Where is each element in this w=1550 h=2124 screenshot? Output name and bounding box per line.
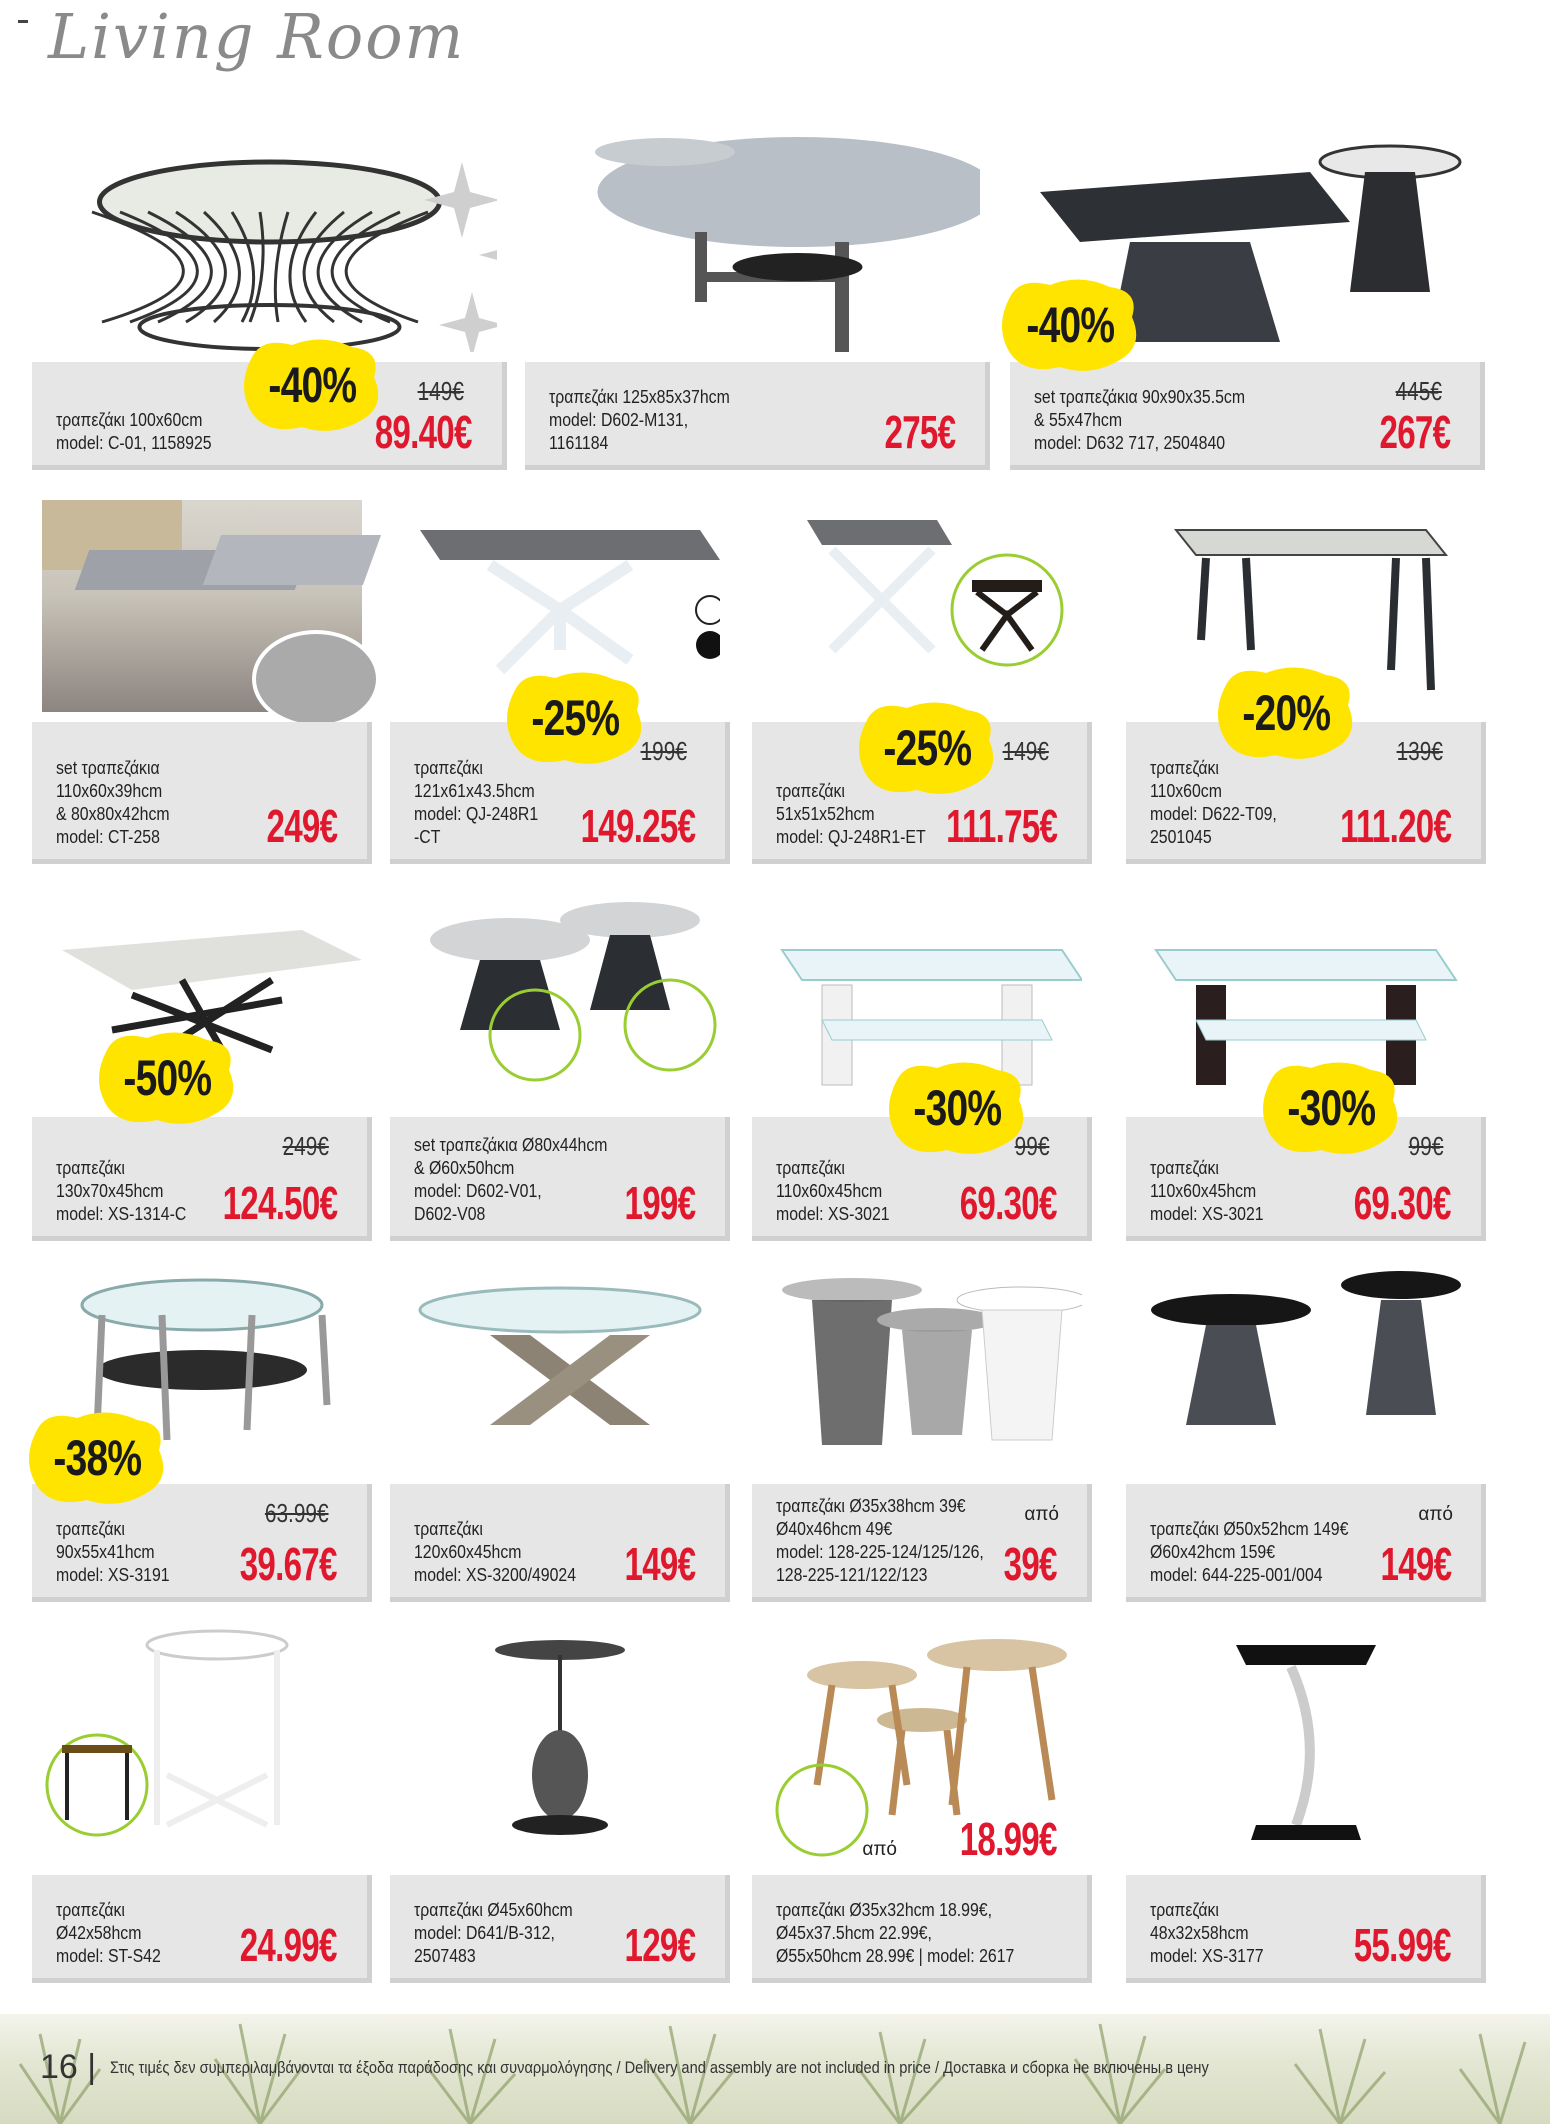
description-line: 2507483 xyxy=(414,1946,476,1966)
discount-badge xyxy=(1216,665,1356,761)
product-card[interactable] xyxy=(390,900,730,1241)
pedestal-side-table-icon xyxy=(390,1625,730,1865)
product-card[interactable] xyxy=(1126,500,1486,864)
description-line: model: QJ-248R1-ET xyxy=(776,827,926,847)
glass-x-base-table-icon xyxy=(390,1265,730,1474)
description-line: 1161184 xyxy=(549,433,609,453)
product-description xyxy=(1150,1899,1331,1968)
product-card[interactable] xyxy=(752,900,1092,1241)
description-line: model: D632 717, 2504840 xyxy=(1034,433,1226,453)
product-info-panel xyxy=(32,722,372,864)
cross-leg-side-table-icon xyxy=(752,500,1092,712)
description-line: τραπεζάκι xyxy=(1150,1158,1219,1178)
price: 39€ xyxy=(1003,1538,1057,1590)
product-card[interactable] xyxy=(752,1625,1092,1983)
description-line: τραπεζάκι Ø35x38hcm 39€ xyxy=(776,1496,966,1516)
description-line: D602-V08 xyxy=(414,1204,486,1224)
discount-label: -40% xyxy=(1026,297,1114,353)
product-card[interactable] xyxy=(32,132,507,470)
description-line: model: XS-3021 xyxy=(1150,1204,1264,1224)
description-line: model: D622-T09, xyxy=(1150,804,1277,824)
product-info-panel xyxy=(1010,362,1485,470)
discount-badge xyxy=(505,670,645,766)
description-line: model: 644-225-001/004 xyxy=(1150,1565,1323,1585)
description-line: model: D602-M131, xyxy=(549,410,689,430)
product-info-panel xyxy=(752,1484,1092,1602)
price: 249€ xyxy=(266,800,337,852)
price: 275€ xyxy=(884,406,955,458)
product-card[interactable] xyxy=(390,1625,730,1983)
discount-label: -30% xyxy=(913,1080,1001,1136)
old-price: 63.99€ xyxy=(265,1498,329,1528)
price: 199€ xyxy=(624,1177,695,1229)
product-card[interactable] xyxy=(1126,900,1486,1241)
description-line: τραπεζάκι xyxy=(1150,758,1219,778)
product-info-panel xyxy=(32,1875,372,1983)
price: 69.30€ xyxy=(960,1177,1057,1229)
page-title: Living Room xyxy=(48,0,466,73)
description-line: τραπεζάκι Ø45x60hcm xyxy=(414,1900,573,1920)
product-card[interactable] xyxy=(390,500,730,864)
description-line: & 80x80x42hcm xyxy=(56,804,170,824)
white-tray-side-table-icon xyxy=(32,1625,372,1865)
description-line: Ø60x42hcm 159€ xyxy=(1150,1542,1276,1562)
product-description xyxy=(56,1518,227,1587)
price: 55.99€ xyxy=(1354,1919,1451,1971)
glass-curved-side-table-icon xyxy=(1126,1625,1486,1865)
description-line: 51x51x52hcm xyxy=(776,804,875,824)
price: 149€ xyxy=(1380,1538,1451,1590)
product-info-panel xyxy=(32,1117,372,1241)
discount-badge xyxy=(97,1030,237,1126)
page-number: 16 | xyxy=(40,2048,97,2086)
discount-label: -40% xyxy=(268,357,356,413)
product-description xyxy=(1150,757,1331,849)
description-line: 110x60cm xyxy=(1150,781,1222,801)
description-line: model: XS-3177 xyxy=(1150,1946,1264,1966)
description-line: τραπεζάκι xyxy=(414,1519,483,1539)
product-card[interactable] xyxy=(32,1625,372,1983)
wire-coffee-table-icon xyxy=(32,132,507,352)
product-card[interactable] xyxy=(32,900,372,1241)
product-description xyxy=(1150,1518,1349,1587)
description-line: model: ST-S42 xyxy=(56,1946,161,1966)
product-card[interactable] xyxy=(32,1265,372,1602)
product-info-panel xyxy=(752,1813,1092,1983)
description-line: 120x60x45hcm xyxy=(414,1542,522,1562)
description-line: set τραπεζάκια 90x90x35.5cm xyxy=(1034,387,1246,407)
description-line: Ø55x50hcm 28.99€ | model: 2617 xyxy=(776,1946,1015,1966)
description-line: model: D602-V01, xyxy=(414,1181,542,1201)
description-line: τραπεζάκι Ø50x52hcm 149€ xyxy=(1150,1519,1349,1539)
price: 69.30€ xyxy=(1354,1177,1451,1229)
footer xyxy=(0,2014,1550,2124)
product-card[interactable] xyxy=(752,500,1092,864)
description-line: τραπεζάκι xyxy=(414,758,483,778)
description-line: model: XS-3191 xyxy=(56,1565,170,1585)
description-line: τραπεζάκι xyxy=(56,1519,125,1539)
description-line: τραπεζάκι xyxy=(1150,1900,1219,1920)
discount-label: -38% xyxy=(53,1430,141,1486)
discount-label: -20% xyxy=(1242,685,1330,741)
old-price: 445€ xyxy=(1395,376,1442,406)
description-line: & 55x47hcm xyxy=(1034,410,1123,430)
price: 267€ xyxy=(1379,406,1450,458)
product-description xyxy=(56,1899,227,1968)
discount-badge xyxy=(857,700,997,796)
discount-label: -25% xyxy=(531,690,619,746)
product-card[interactable] xyxy=(32,500,372,864)
from-label: από xyxy=(1418,1504,1453,1525)
black-tray-tables-icon xyxy=(1126,1265,1486,1474)
description-line: 110x60x45hcm xyxy=(1150,1181,1257,1201)
description-line: τραπεζάκι 100x60cm xyxy=(56,410,203,430)
price: 111.20€ xyxy=(1339,800,1451,852)
product-description xyxy=(56,1157,227,1226)
price: 111.75€ xyxy=(945,800,1057,852)
description-line: τραπεζάκι xyxy=(776,1158,845,1178)
description-line: τραπεζάκι xyxy=(776,781,845,801)
price: 149€ xyxy=(624,1538,695,1590)
product-description xyxy=(414,1899,585,1968)
description-line: τραπεζάκι xyxy=(56,1158,125,1178)
description-line: 90x55x41hcm xyxy=(56,1542,155,1562)
description-line: 128-225-121/122/123 xyxy=(776,1565,928,1585)
description-line: τραπεζάκι xyxy=(56,1900,125,1920)
product-card[interactable] xyxy=(390,1265,730,1602)
product-description xyxy=(776,1495,984,1587)
product-card[interactable] xyxy=(525,132,990,470)
discount-label: -25% xyxy=(883,720,971,776)
product-description xyxy=(549,386,784,455)
description-line: model: C-01, 1158925 xyxy=(56,433,212,453)
description-line: τραπεζάκι 125x85x37hcm xyxy=(549,387,730,407)
description-line: 48x32x58hcm xyxy=(1150,1923,1249,1943)
description-line: model: D641/B-312, xyxy=(414,1923,555,1943)
old-price: 99€ xyxy=(1408,1131,1443,1161)
product-info-panel xyxy=(390,1875,730,1983)
footer-note: Στις τιμές δεν συμπεριλαμβάνονται τα έξοδα παράδοσης και συναρμολόγησης / Delivery and assembly are not included in price / Доставка и сборка не включены в цену xyxy=(110,2058,1209,2077)
product-card[interactable] xyxy=(1010,132,1485,470)
product-description xyxy=(776,1157,947,1226)
product-description xyxy=(776,1899,1015,1968)
description-line: 2501045 xyxy=(1150,827,1212,847)
product-card[interactable] xyxy=(1126,1625,1486,1983)
description-line: model: CT-258 xyxy=(56,827,160,847)
price: 24.99€ xyxy=(240,1919,337,1971)
price: 149.25€ xyxy=(580,800,695,852)
old-price: 99€ xyxy=(1014,1131,1049,1161)
product-info-panel xyxy=(390,1117,730,1241)
mesh-side-tables-icon xyxy=(752,1265,1092,1474)
price: 89.40€ xyxy=(375,406,472,458)
description-line: & Ø60x50hcm xyxy=(414,1158,515,1178)
discount-badge xyxy=(1000,277,1140,373)
product-description xyxy=(414,1134,608,1226)
description-line: model: QJ-248R1 xyxy=(414,804,539,824)
old-price: 199€ xyxy=(640,736,687,766)
description-line: 110x60x45hcm xyxy=(776,1181,883,1201)
discount-label: -30% xyxy=(1287,1080,1375,1136)
old-price: 249€ xyxy=(282,1131,329,1161)
old-price: 149€ xyxy=(1002,736,1049,766)
description-line: 130x70x45hcm xyxy=(56,1181,164,1201)
price: 18.99€ xyxy=(960,1813,1057,1865)
product-info-panel xyxy=(525,362,990,470)
description-line: Ø45x37.5hcm 22.99€, xyxy=(776,1923,932,1943)
price: 39.67€ xyxy=(240,1538,337,1590)
price: 124.50€ xyxy=(222,1177,337,1229)
product-description xyxy=(414,1518,585,1587)
description-line: τραπεζάκι Ø35x32hcm 18.99€, xyxy=(776,1900,992,1920)
discount-label: -50% xyxy=(123,1050,211,1106)
description-line: -CT xyxy=(414,827,441,847)
from-label: από xyxy=(862,1839,897,1860)
from-label: από xyxy=(1024,1504,1059,1525)
nesting-table-photo-icon xyxy=(32,500,372,712)
old-price: 149€ xyxy=(417,376,464,406)
price: 129€ xyxy=(624,1919,695,1971)
product-description xyxy=(56,757,227,849)
product-info-panel xyxy=(390,1484,730,1602)
description-line: model: XS-1314-C xyxy=(56,1204,187,1224)
product-description xyxy=(1150,1157,1331,1226)
product-info-panel xyxy=(1126,1484,1486,1602)
corner-mark xyxy=(18,20,28,23)
product-card[interactable] xyxy=(752,1265,1092,1602)
description-line: Ø42x58hcm xyxy=(56,1923,142,1943)
discount-badge xyxy=(887,1060,1027,1156)
product-card[interactable] xyxy=(1126,1265,1486,1602)
discount-badge xyxy=(242,337,382,433)
description-line: model: XS-3200/49024 xyxy=(414,1565,577,1585)
description-line: set τραπεζάκια Ø80x44hcm xyxy=(414,1135,608,1155)
description-line: 110x60x39hcm xyxy=(56,781,163,801)
discount-badge xyxy=(27,1410,167,1506)
description-line: set τραπεζάκια xyxy=(56,758,160,778)
product-description xyxy=(1034,386,1274,455)
marble-coffee-table-icon xyxy=(525,132,990,352)
description-line: model: XS-3021 xyxy=(776,1204,890,1224)
description-line: 121x61x43.5hcm xyxy=(414,781,535,801)
product-info-panel xyxy=(1126,1875,1486,1983)
old-price: 139€ xyxy=(1396,736,1443,766)
discount-badge xyxy=(1261,1060,1401,1156)
description-line: Ø40x46hcm 49€ xyxy=(776,1519,893,1539)
product-description xyxy=(414,757,585,849)
round-marble-tables-icon xyxy=(390,900,730,1107)
description-line: model: 128-225-124/125/126, xyxy=(776,1542,984,1562)
